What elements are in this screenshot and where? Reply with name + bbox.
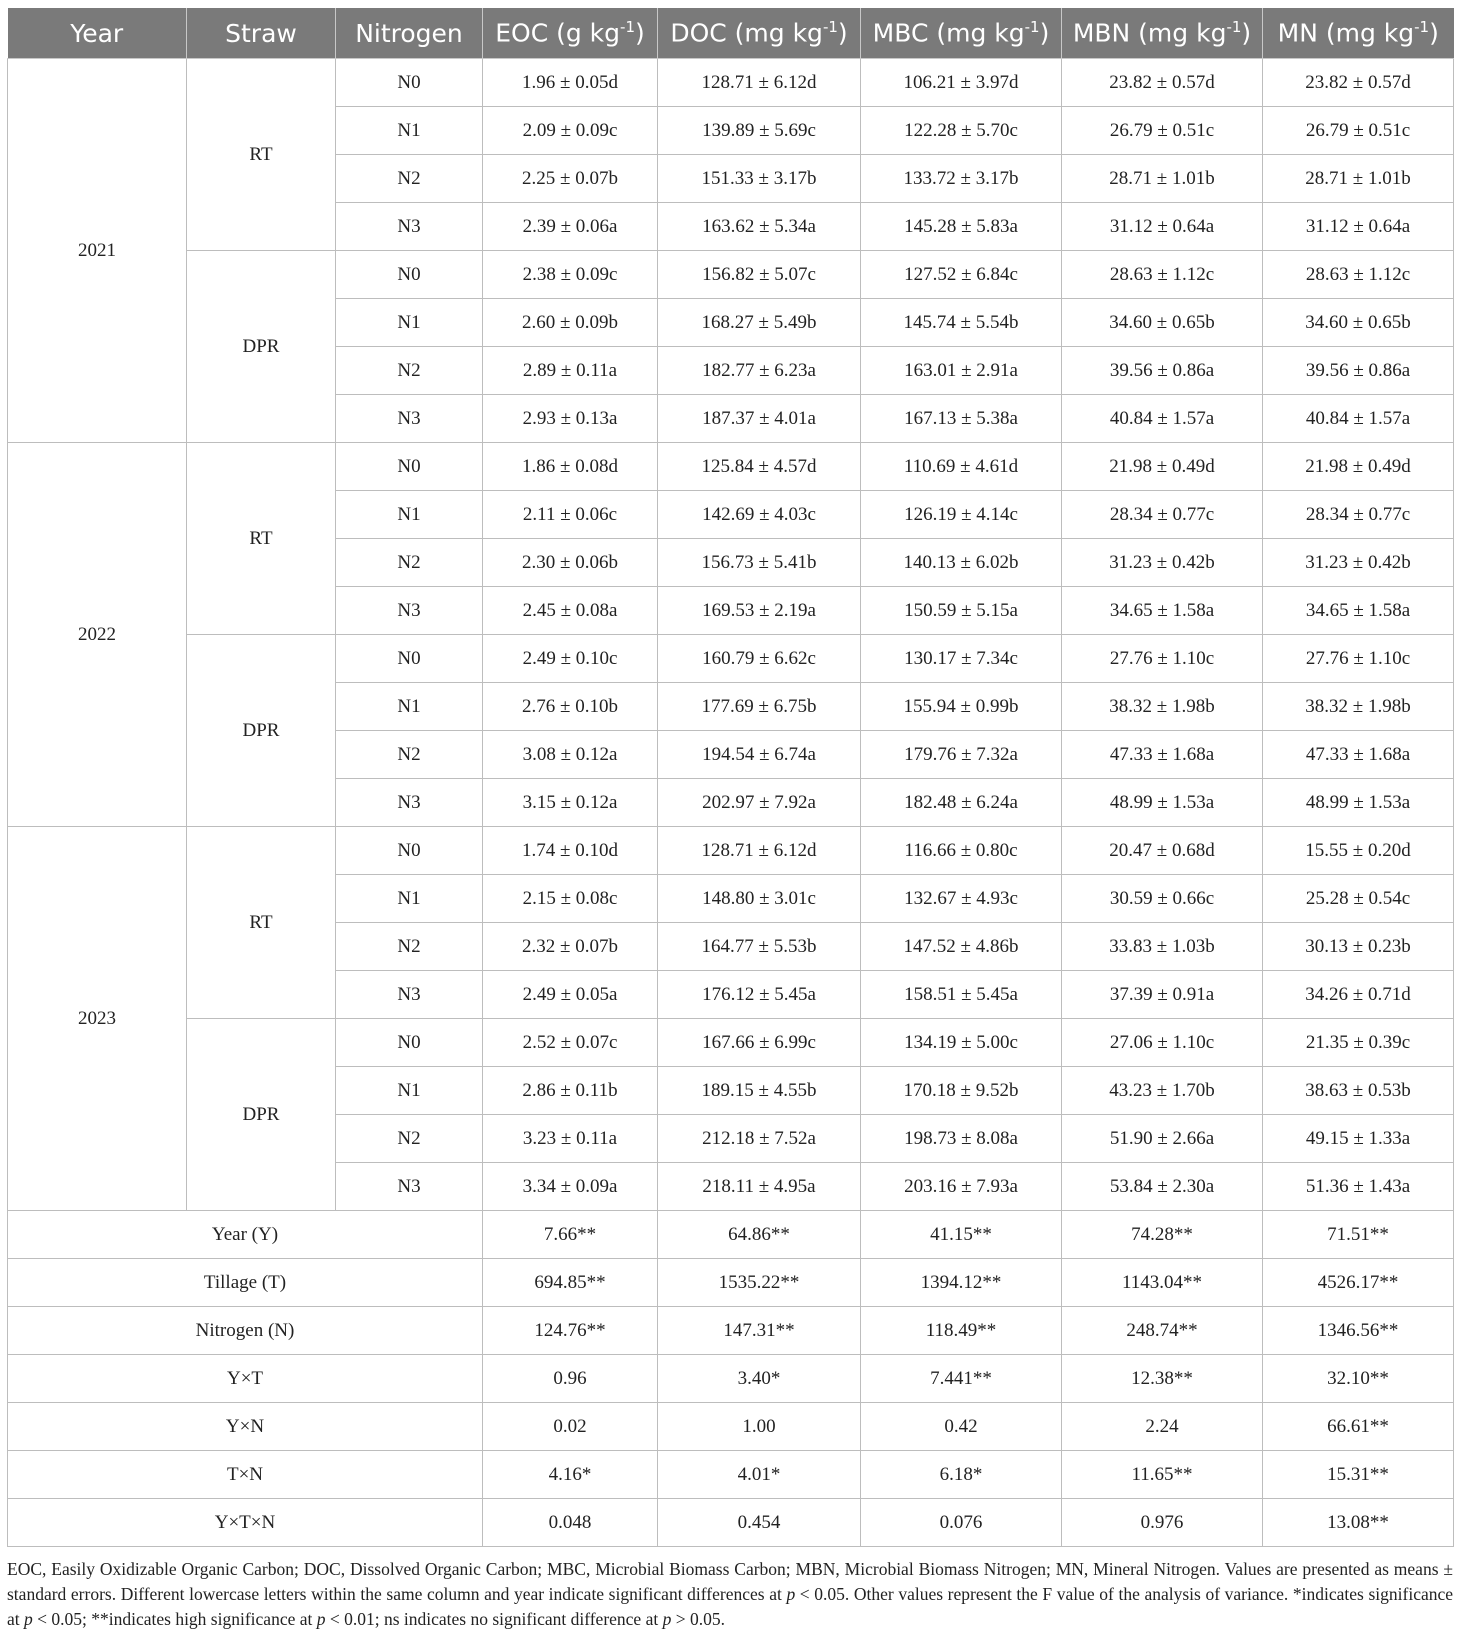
anova-value-cell: 71.51**: [1263, 1211, 1454, 1259]
value-cell: 34.26 ± 0.71d: [1263, 971, 1454, 1019]
anova-value-cell: 0.454: [658, 1499, 861, 1547]
value-cell: 106.21 ± 3.97d: [861, 59, 1062, 107]
value-cell: 150.59 ± 5.15a: [861, 587, 1062, 635]
value-cell: 164.77 ± 5.53b: [658, 923, 861, 971]
value-cell: 31.12 ± 0.64a: [1062, 203, 1263, 251]
anova-factor-cell: Year (Y): [8, 1211, 483, 1259]
value-cell: 21.35 ± 0.39c: [1263, 1019, 1454, 1067]
value-cell: 39.56 ± 0.86a: [1263, 347, 1454, 395]
anova-value-cell: 118.49**: [861, 1307, 1062, 1355]
nitrogen-cell: N2: [336, 1115, 483, 1163]
anova-value-cell: 2.24: [1062, 1403, 1263, 1451]
column-header-label: Year: [70, 18, 124, 48]
value-cell: 30.59 ± 0.66c: [1062, 875, 1263, 923]
anova-row: [8, 1307, 1454, 1355]
value-cell: 33.83 ± 1.03b: [1062, 923, 1263, 971]
value-cell: 212.18 ± 7.52a: [658, 1115, 861, 1163]
value-cell: 34.65 ± 1.58a: [1062, 587, 1263, 635]
value-cell: 148.80 ± 3.01c: [658, 875, 861, 923]
column-header-unit-exponent: -1: [822, 18, 838, 37]
value-cell: 132.67 ± 4.93c: [861, 875, 1062, 923]
data-table: [7, 8, 1454, 1547]
anova-value-cell: 4526.17**: [1263, 1259, 1454, 1307]
anova-value-cell: 1143.04**: [1062, 1259, 1263, 1307]
value-cell: 2.15 ± 0.08c: [483, 875, 658, 923]
value-cell: 48.99 ± 1.53a: [1263, 779, 1454, 827]
value-cell: 2.09 ± 0.09c: [483, 107, 658, 155]
anova-value-cell: 4.16*: [483, 1451, 658, 1499]
column-header-tail: ): [1039, 18, 1050, 48]
value-cell: 127.52 ± 6.84c: [861, 251, 1062, 299]
value-cell: 145.74 ± 5.54b: [861, 299, 1062, 347]
value-cell: 151.33 ± 3.17b: [658, 155, 861, 203]
column-header-tail: ): [635, 18, 645, 48]
nitrogen-cell: N2: [336, 347, 483, 395]
value-cell: 25.28 ± 0.54c: [1263, 875, 1454, 923]
nitrogen-cell: N1: [336, 299, 483, 347]
value-cell: 167.13 ± 5.38a: [861, 395, 1062, 443]
nitrogen-cell: N3: [336, 203, 483, 251]
column-header: [8, 8, 187, 59]
value-cell: 130.17 ± 7.34c: [861, 635, 1062, 683]
nitrogen-cell: N2: [336, 539, 483, 587]
nitrogen-cell: N3: [336, 971, 483, 1019]
value-cell: 2.11 ± 0.06c: [483, 491, 658, 539]
value-cell: 15.55 ± 0.20d: [1263, 827, 1454, 875]
value-cell: 3.23 ± 0.11a: [483, 1115, 658, 1163]
nitrogen-cell: N0: [336, 1019, 483, 1067]
nitrogen-cell: N3: [336, 1163, 483, 1211]
value-cell: 21.98 ± 0.49d: [1062, 443, 1263, 491]
value-cell: 2.52 ± 0.07c: [483, 1019, 658, 1067]
nitrogen-cell: N3: [336, 395, 483, 443]
nitrogen-cell: N1: [336, 491, 483, 539]
value-cell: 37.39 ± 0.91a: [1062, 971, 1263, 1019]
value-cell: 40.84 ± 1.57a: [1263, 395, 1454, 443]
anova-factor-cell: T×N: [8, 1451, 483, 1499]
anova-row: [8, 1451, 1454, 1499]
value-cell: 21.98 ± 0.49d: [1263, 443, 1454, 491]
anova-value-cell: 1535.22**: [658, 1259, 861, 1307]
value-cell: 155.94 ± 0.99b: [861, 683, 1062, 731]
anova-value-cell: 3.40*: [658, 1355, 861, 1403]
anova-row: [8, 1211, 1454, 1259]
nitrogen-cell: N1: [336, 1067, 483, 1115]
value-cell: 187.37 ± 4.01a: [658, 395, 861, 443]
value-cell: 203.16 ± 7.93a: [861, 1163, 1062, 1211]
nitrogen-cell: N0: [336, 635, 483, 683]
anova-factor-cell: Y×T×N: [8, 1499, 483, 1547]
anova-value-cell: 0.42: [861, 1403, 1062, 1451]
table-row: [8, 1019, 1454, 1067]
column-header-unit-exponent: -1: [620, 18, 635, 37]
value-cell: 28.34 ± 0.77c: [1263, 491, 1454, 539]
anova-factor-cell: Nitrogen (N): [8, 1307, 483, 1355]
value-cell: 167.66 ± 6.99c: [658, 1019, 861, 1067]
nitrogen-cell: N1: [336, 683, 483, 731]
value-cell: 27.76 ± 1.10c: [1263, 635, 1454, 683]
anova-value-cell: 11.65**: [1062, 1451, 1263, 1499]
anova-value-cell: 64.86**: [658, 1211, 861, 1259]
value-cell: 26.79 ± 0.51c: [1263, 107, 1454, 155]
value-cell: 177.69 ± 6.75b: [658, 683, 861, 731]
table-row: [8, 59, 1454, 107]
nitrogen-cell: N3: [336, 587, 483, 635]
value-cell: 20.47 ± 0.68d: [1062, 827, 1263, 875]
value-cell: 34.65 ± 1.58a: [1263, 587, 1454, 635]
anova-factor-cell: Y×N: [8, 1403, 483, 1451]
year-cell: 2022: [8, 443, 187, 827]
anova-value-cell: 66.61**: [1263, 1403, 1454, 1451]
value-cell: 48.99 ± 1.53a: [1062, 779, 1263, 827]
column-header: [187, 8, 336, 59]
column-header-label: MBC (mg kg: [872, 18, 1025, 48]
value-cell: 27.76 ± 1.10c: [1062, 635, 1263, 683]
value-cell: 30.13 ± 0.23b: [1263, 923, 1454, 971]
value-cell: 134.19 ± 5.00c: [861, 1019, 1062, 1067]
value-cell: 142.69 ± 4.03c: [658, 491, 861, 539]
anova-value-cell: 248.74**: [1062, 1307, 1263, 1355]
value-cell: 3.15 ± 0.12a: [483, 779, 658, 827]
value-cell: 38.32 ± 1.98b: [1263, 683, 1454, 731]
value-cell: 38.32 ± 1.98b: [1062, 683, 1263, 731]
table-row: [8, 251, 1454, 299]
nitrogen-cell: N0: [336, 251, 483, 299]
straw-cell: RT: [187, 827, 336, 1019]
column-header: [336, 8, 483, 59]
column-header-tail: ): [837, 18, 848, 48]
anova-value-cell: 41.15**: [861, 1211, 1062, 1259]
value-cell: 145.28 ± 5.83a: [861, 203, 1062, 251]
value-cell: 179.76 ± 7.32a: [861, 731, 1062, 779]
column-header: [658, 8, 861, 59]
value-cell: 34.60 ± 0.65b: [1263, 299, 1454, 347]
anova-value-cell: 32.10**: [1263, 1355, 1454, 1403]
column-header-unit-exponent: -1: [1024, 18, 1040, 37]
anova-value-cell: 4.01*: [658, 1451, 861, 1499]
anova-value-cell: 1394.12**: [861, 1259, 1062, 1307]
value-cell: 2.89 ± 0.11a: [483, 347, 658, 395]
nitrogen-cell: N0: [336, 59, 483, 107]
nitrogen-cell: N1: [336, 875, 483, 923]
table-row: [8, 827, 1454, 875]
nitrogen-cell: N1: [336, 107, 483, 155]
anova-value-cell: 694.85**: [483, 1259, 658, 1307]
column-header-label: MN (mg kg: [1277, 18, 1415, 48]
value-cell: 2.32 ± 0.07b: [483, 923, 658, 971]
value-cell: 126.19 ± 4.14c: [861, 491, 1062, 539]
anova-value-cell: 147.31**: [658, 1307, 861, 1355]
value-cell: 156.82 ± 5.07c: [658, 251, 861, 299]
straw-cell: DPR: [187, 1019, 336, 1211]
value-cell: 182.48 ± 6.24a: [861, 779, 1062, 827]
value-cell: 169.53 ± 2.19a: [658, 587, 861, 635]
value-cell: 116.66 ± 0.80c: [861, 827, 1062, 875]
value-cell: 2.45 ± 0.08a: [483, 587, 658, 635]
nitrogen-cell: N0: [336, 827, 483, 875]
value-cell: 39.56 ± 0.86a: [1062, 347, 1263, 395]
value-cell: 140.13 ± 6.02b: [861, 539, 1062, 587]
table-row: [8, 443, 1454, 491]
column-header: [1263, 8, 1454, 59]
value-cell: 1.74 ± 0.10d: [483, 827, 658, 875]
value-cell: 2.39 ± 0.06a: [483, 203, 658, 251]
value-cell: 53.84 ± 2.30a: [1062, 1163, 1263, 1211]
value-cell: 47.33 ± 1.68a: [1263, 731, 1454, 779]
year-cell: 2021: [8, 59, 187, 443]
value-cell: 139.89 ± 5.69c: [658, 107, 861, 155]
anova-value-cell: 12.38**: [1062, 1355, 1263, 1403]
value-cell: 133.72 ± 3.17b: [861, 155, 1062, 203]
value-cell: 176.12 ± 5.45a: [658, 971, 861, 1019]
value-cell: 182.77 ± 6.23a: [658, 347, 861, 395]
straw-cell: DPR: [187, 635, 336, 827]
value-cell: 160.79 ± 6.62c: [658, 635, 861, 683]
value-cell: 51.36 ± 1.43a: [1263, 1163, 1454, 1211]
value-cell: 43.23 ± 1.70b: [1062, 1067, 1263, 1115]
column-header: [861, 8, 1062, 59]
value-cell: 189.15 ± 4.55b: [658, 1067, 861, 1115]
table-footnote: [7, 1557, 1453, 1632]
header-row: [8, 8, 1454, 59]
value-cell: 51.90 ± 2.66a: [1062, 1115, 1263, 1163]
value-cell: 198.73 ± 8.08a: [861, 1115, 1062, 1163]
anova-value-cell: 1346.56**: [1263, 1307, 1454, 1355]
value-cell: 156.73 ± 5.41b: [658, 539, 861, 587]
nitrogen-cell: N2: [336, 731, 483, 779]
anova-factor-cell: Tillage (T): [8, 1259, 483, 1307]
value-cell: 202.97 ± 7.92a: [658, 779, 861, 827]
anova-value-cell: 0.048: [483, 1499, 658, 1547]
value-cell: 2.25 ± 0.07b: [483, 155, 658, 203]
value-cell: 49.15 ± 1.33a: [1263, 1115, 1454, 1163]
value-cell: 28.63 ± 1.12c: [1062, 251, 1263, 299]
anova-row: [8, 1499, 1454, 1547]
value-cell: 147.52 ± 4.86b: [861, 923, 1062, 971]
value-cell: 2.76 ± 0.10b: [483, 683, 658, 731]
value-cell: 1.96 ± 0.05d: [483, 59, 658, 107]
value-cell: 218.11 ± 4.95a: [658, 1163, 861, 1211]
table-container: [7, 8, 1453, 1547]
value-cell: 158.51 ± 5.45a: [861, 971, 1062, 1019]
value-cell: 26.79 ± 0.51c: [1062, 107, 1263, 155]
value-cell: 2.49 ± 0.05a: [483, 971, 658, 1019]
anova-value-cell: 13.08**: [1263, 1499, 1454, 1547]
column-header-unit-exponent: -1: [1414, 18, 1430, 37]
value-cell: 194.54 ± 6.74a: [658, 731, 861, 779]
anova-value-cell: 0.02: [483, 1403, 658, 1451]
value-cell: 31.23 ± 0.42b: [1263, 539, 1454, 587]
value-cell: 2.49 ± 0.10c: [483, 635, 658, 683]
footnote-text: EOC, Easily Oxidizable Organic Carbon; DOC, Dissolved Organic Carbon; MBC, Microbial Biomass Carbon; MBN, Microbial Biomass Nitrogen; MN, Mineral Nitrogen. Values are presented as means ± standard errors. Different lowercase letters within the same column and year indicate significant differences at p < 0.05. Other values represent the F value of the analysis of variance. *indicates significance at p < 0.05; **indicates high significance at p < 0.01; ns indicates no significant difference at p > 0.05.: [7, 1559, 1454, 1629]
anova-row: [8, 1403, 1454, 1451]
column-header-label: Straw: [225, 18, 297, 48]
straw-cell: RT: [187, 59, 336, 251]
value-cell: 163.01 ± 2.91a: [861, 347, 1062, 395]
value-cell: 110.69 ± 4.61d: [861, 443, 1062, 491]
nitrogen-cell: N3: [336, 779, 483, 827]
column-header-tail: ): [1429, 18, 1439, 48]
value-cell: 27.06 ± 1.10c: [1062, 1019, 1263, 1067]
value-cell: 1.86 ± 0.08d: [483, 443, 658, 491]
value-cell: 128.71 ± 6.12d: [658, 827, 861, 875]
nitrogen-cell: N2: [336, 155, 483, 203]
value-cell: 47.33 ± 1.68a: [1062, 731, 1263, 779]
nitrogen-cell: N2: [336, 923, 483, 971]
anova-value-cell: 124.76**: [483, 1307, 658, 1355]
value-cell: 2.60 ± 0.09b: [483, 299, 658, 347]
table-body: [8, 59, 1454, 1547]
value-cell: 28.71 ± 1.01b: [1263, 155, 1454, 203]
value-cell: 28.71 ± 1.01b: [1062, 155, 1263, 203]
nitrogen-cell: N0: [336, 443, 483, 491]
value-cell: 23.82 ± 0.57d: [1062, 59, 1263, 107]
anova-value-cell: 0.96: [483, 1355, 658, 1403]
column-header-label: Nitrogen: [355, 18, 463, 48]
anova-row: [8, 1355, 1454, 1403]
column-header-label: EOC (g kg: [495, 18, 621, 48]
value-cell: 168.27 ± 5.49b: [658, 299, 861, 347]
value-cell: 38.63 ± 0.53b: [1263, 1067, 1454, 1115]
column-header-label: MBN (mg kg: [1072, 18, 1227, 48]
value-cell: 3.08 ± 0.12a: [483, 731, 658, 779]
table-row: [8, 635, 1454, 683]
anova-row: [8, 1259, 1454, 1307]
value-cell: 2.30 ± 0.06b: [483, 539, 658, 587]
anova-value-cell: 1.00: [658, 1403, 861, 1451]
value-cell: 170.18 ± 9.52b: [861, 1067, 1062, 1115]
straw-cell: DPR: [187, 251, 336, 443]
anova-value-cell: 74.28**: [1062, 1211, 1263, 1259]
column-header-label: DOC (mg kg: [670, 18, 823, 48]
column-header-unit-exponent: -1: [1226, 18, 1242, 37]
value-cell: 3.34 ± 0.09a: [483, 1163, 658, 1211]
year-cell: 2023: [8, 827, 187, 1211]
straw-cell: RT: [187, 443, 336, 635]
value-cell: 31.12 ± 0.64a: [1263, 203, 1454, 251]
anova-value-cell: 6.18*: [861, 1451, 1062, 1499]
anova-factor-cell: Y×T: [8, 1355, 483, 1403]
value-cell: 2.93 ± 0.13a: [483, 395, 658, 443]
value-cell: 28.63 ± 1.12c: [1263, 251, 1454, 299]
anova-value-cell: 7.441**: [861, 1355, 1062, 1403]
value-cell: 163.62 ± 5.34a: [658, 203, 861, 251]
value-cell: 125.84 ± 4.57d: [658, 443, 861, 491]
value-cell: 2.38 ± 0.09c: [483, 251, 658, 299]
value-cell: 128.71 ± 6.12d: [658, 59, 861, 107]
anova-value-cell: 15.31**: [1263, 1451, 1454, 1499]
value-cell: 23.82 ± 0.57d: [1263, 59, 1454, 107]
value-cell: 2.86 ± 0.11b: [483, 1067, 658, 1115]
anova-value-cell: 0.976: [1062, 1499, 1263, 1547]
anova-value-cell: 0.076: [861, 1499, 1062, 1547]
column-header: [483, 8, 658, 59]
value-cell: 31.23 ± 0.42b: [1062, 539, 1263, 587]
column-header-tail: ): [1241, 18, 1252, 48]
value-cell: 40.84 ± 1.57a: [1062, 395, 1263, 443]
column-header: [1062, 8, 1263, 59]
value-cell: 122.28 ± 5.70c: [861, 107, 1062, 155]
anova-value-cell: 7.66**: [483, 1211, 658, 1259]
value-cell: 28.34 ± 0.77c: [1062, 491, 1263, 539]
value-cell: 34.60 ± 0.65b: [1062, 299, 1263, 347]
